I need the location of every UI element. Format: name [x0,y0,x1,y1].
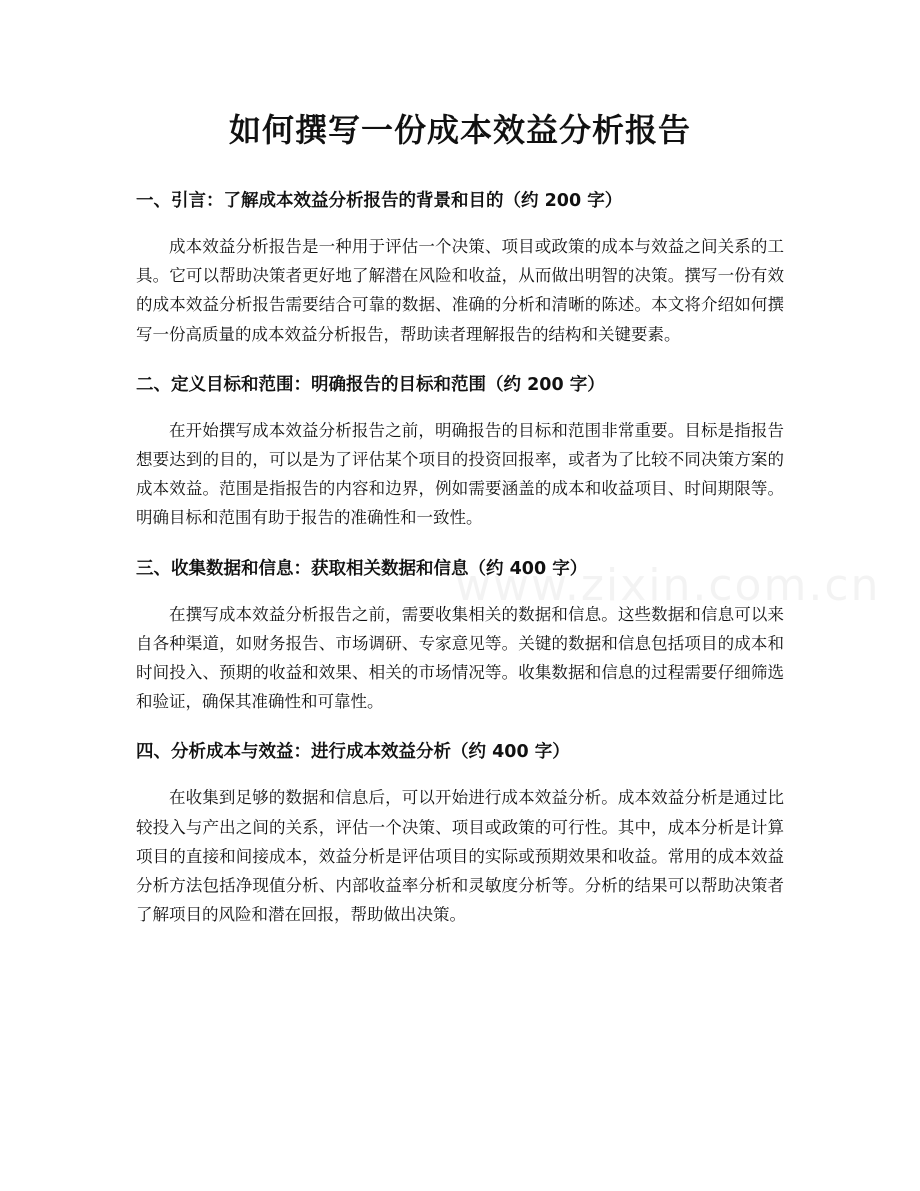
section-body-data-collection: 在撰写成本效益分析报告之前，需要收集相关的数据和信息。这些数据和信息可以来自各种渠道，如财务报告、市场调研、专家意见等。关键的数据和信息包括项目的成本和时间投入、预期的收益和效果、相关的市场情况等。收集数据和信息的过程需要仔细筛选和验证，确保其准确性和可靠性。 [136,604,784,712]
section-body-cost-benefit-analysis: 在收集到足够的数据和信息后，可以开始进行成本效益分析。成本效益分析是通过比较投入与产出之间的关系，评估一个决策、项目或政策的可行性。其中，成本分析是计算项目的直接和间接成本，效益分析是评估项目的实际或预期效果和收益。常用的成本效益分析方法包括净现值分析、内部收益率分析和灵敏度分析等。分析的结果可以帮助决策者了解项目的风险和潜在回报，帮助做出决策。 [136,788,784,925]
section-heading-data-collection: 三、收集数据和信息：获取相关数据和信息（约 400 字） [136,558,588,579]
document-title: 如何撰写一份成本效益分析报告 [228,111,691,149]
section-body-goals-scope: 在开始撰写成本效益分析报告之前，明确报告的目标和范围非常重要。目标是指报告想要达到的目的，可以是为了评估某个项目的投资回报率，或者为了比较不同决策方案的成本效益。范围是指报告的内容和边界，例如需要涵盖的成本和收益项目、时间期限等。明确目标和范围有助于报告的准确性和一致性。 [136,420,784,528]
section-heading-goals-scope: 二、定义目标和范围：明确报告的目标和范围（约 200 字） [136,374,605,395]
section-heading-introduction: 一、引言：了解成本效益分析报告的背景和目的（约 200 字） [136,191,623,211]
section-body-introduction: 成本效益分析报告是一种用于评估一个决策、项目或政策的成本与效益之间关系的工具。它可以帮助决策者更好地了解潜在风险和收益，从而做出明智的决策。撰写一份有效的成本效益分析报告需要结合可靠的数据、准确的分析和清晰的陈述。本文将介绍如何撰写一份高质量的成本效益分析报告，帮助读者理解报告的结构和关键要素。 [136,237,784,344]
watermark: www.zixin.com.cn [455,560,881,611]
section-heading-cost-benefit-analysis: 四、分析成本与效益：进行成本效益分析（约 400 字） [136,742,570,763]
